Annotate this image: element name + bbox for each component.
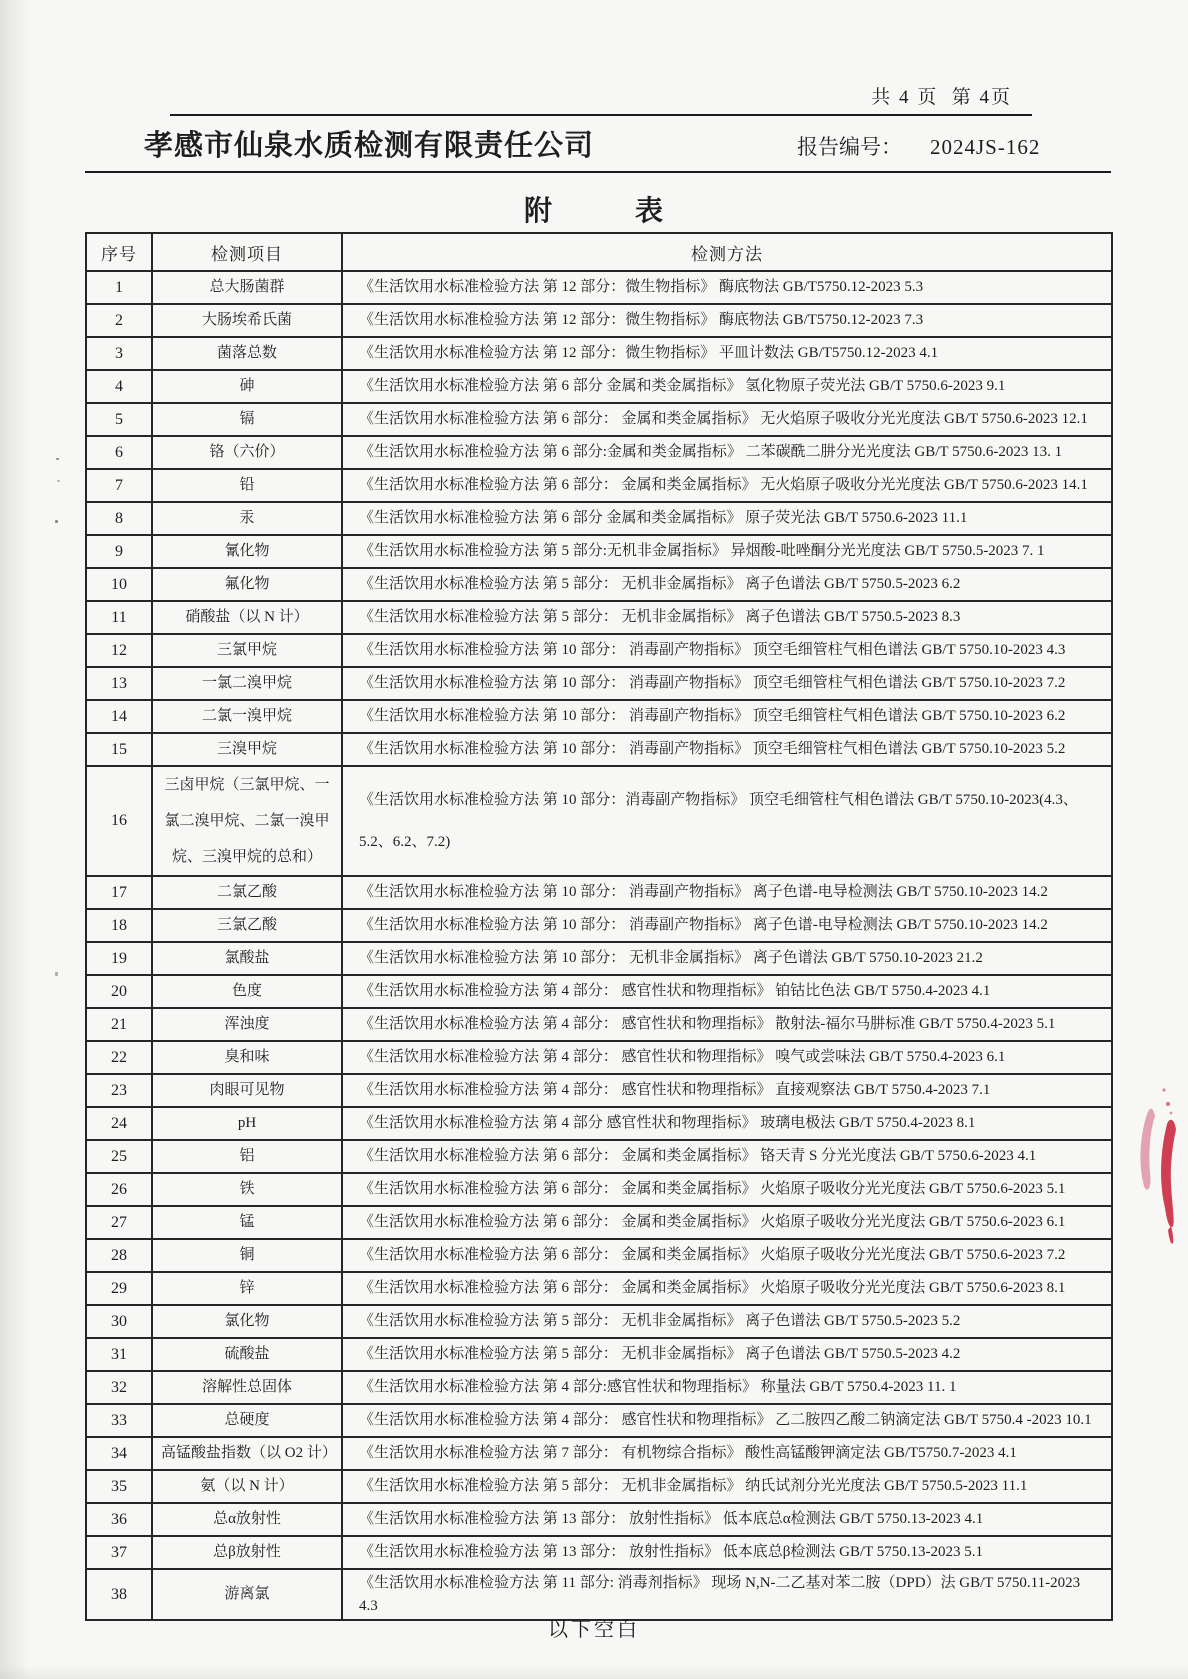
table-row xyxy=(86,942,1112,975)
page-number: 共 4 页 第 4页 xyxy=(871,87,1012,108)
scan-speck xyxy=(57,480,60,482)
method-cell: 《生活饮用水标准检验方法 第 4 部分： 感官性状和物理指标》 铂钴比色法 GB/T 5750.4-2023 4.1 xyxy=(342,975,1112,1008)
method-cell: 《生活饮用水标准检验方法 第 6 部分： 金属和类金属指标》 火焰原子吸收分光光度法 GB/T 5750.6-2023 6.1 xyxy=(342,1206,1112,1239)
item-cell: 肉眼可见物 xyxy=(152,1074,342,1107)
method-cell: 《生活饮用水标准检验方法 第 4 部分： 感官性状和物理指标》 乙二胺四乙酸二钠滴定法 GB/T 5750.4 -2023 10.1 xyxy=(342,1404,1112,1437)
method-cell: 《生活饮用水标准检验方法 第 4 部分： 感官性状和物理指标》 嗅气或尝味法 GB/T 5750.4-2023 6.1 xyxy=(342,1041,1112,1074)
scan-speck xyxy=(56,458,59,460)
row-number-cell: 26 xyxy=(86,1173,152,1206)
method-cell: 《生活饮用水标准检验方法 第 6 部分:金属和类金属指标》 二苯碳酰二肼分光光度法 GB/T 5750.6-2023 13. 1 xyxy=(342,436,1112,469)
table-row xyxy=(86,304,1112,337)
item-cell: 砷 xyxy=(152,370,342,403)
item-cell: 氯酸盐 xyxy=(152,942,342,975)
method-cell: 《生活饮用水标准检验方法 第 5 部分： 无机非金属指标》 离子色谱法 GB/T 5750.5-2023 6.2 xyxy=(342,568,1112,601)
method-cell: 《生活饮用水标准检验方法 第 5 部分： 无机非金属指标》 离子色谱法 GB/T 5750.5-2023 4.2 xyxy=(342,1338,1112,1371)
method-cell: 《生活饮用水标准检验方法 第 10 部分： 无机非金属指标》 离子色谱法 GB/T 5750.10-2023 21.2 xyxy=(342,942,1112,975)
row-number-cell: 34 xyxy=(86,1437,152,1470)
item-cell: 铅 xyxy=(152,469,342,502)
red-ink-smudge-light xyxy=(1140,1109,1155,1190)
method-cell: 《生活饮用水标准检验方法 第 10 部分： 消毒副产物指标》 顶空毛细管柱气相色谱法 GB/T 5750.10-2023 5.2 xyxy=(342,733,1112,766)
table-row xyxy=(86,601,1112,634)
table-row xyxy=(86,766,1112,876)
item-cell: 三溴甲烷 xyxy=(152,733,342,766)
table-row xyxy=(86,403,1112,436)
item-cell: 氟化物 xyxy=(152,568,342,601)
method-cell: 《生活饮用水标准检验方法 第 10 部分：消毒副产物指标》 顶空毛细管柱气相色谱法 GB/T 5750.10-2023(4.3、5.2、6.2、7.2) xyxy=(342,766,1112,876)
method-cell: 《生活饮用水标准检验方法 第 6 部分： 金属和类金属指标》 火焰原子吸收分光光度法 GB/T 5750.6-2023 7.2 xyxy=(342,1239,1112,1272)
row-number-cell: 7 xyxy=(86,469,152,502)
table-row xyxy=(86,1107,1112,1140)
item-cell: pH xyxy=(152,1107,342,1140)
report-number-value: 2024JS-162 xyxy=(930,135,1041,159)
red-ink-smudge xyxy=(1128,1080,1188,1255)
row-number-cell: 36 xyxy=(86,1503,152,1536)
method-cell: 《生活饮用水标准检验方法 第 12 部分：微生物指标》 酶底物法 GB/T5750.12-2023 7.3 xyxy=(342,304,1112,337)
row-number-cell: 32 xyxy=(86,1371,152,1404)
header-rule-bottom xyxy=(85,171,1111,173)
row-number-cell: 2 xyxy=(86,304,152,337)
method-cell: 《生活饮用水标准检验方法 第 12 部分：微生物指标》 平皿计数法 GB/T5750.12-2023 4.1 xyxy=(342,337,1112,370)
table-row xyxy=(86,271,1112,304)
table-row xyxy=(86,667,1112,700)
method-cell: 《生活饮用水标准检验方法 第 10 部分： 消毒副产物指标》 离子色谱-电导检测法 GB/T 5750.10-2023 14.2 xyxy=(342,909,1112,942)
row-number-cell: 38 xyxy=(86,1569,152,1620)
row-number-cell: 5 xyxy=(86,403,152,436)
method-cell: 《生活饮用水标准检验方法 第 4 部分： 感官性状和物理指标》 直接观察法 GB/T 5750.4-2023 7.1 xyxy=(342,1074,1112,1107)
item-cell: 溶解性总固体 xyxy=(152,1371,342,1404)
page-title-right: 表 xyxy=(635,196,665,227)
method-cell: 《生活饮用水标准检验方法 第 4 部分 感官性状和物理指标》 玻璃电极法 GB/T 5750.4-2023 8.1 xyxy=(342,1107,1112,1140)
item-cell: 总大肠菌群 xyxy=(152,271,342,304)
table-row xyxy=(86,700,1112,733)
method-cell: 《生活饮用水标准检验方法 第 6 部分： 金属和类金属指标》 火焰原子吸收分光光度法 GB/T 5750.6-2023 5.1 xyxy=(342,1173,1112,1206)
table-row xyxy=(86,876,1112,909)
table-row xyxy=(86,1173,1112,1206)
row-number-cell: 35 xyxy=(86,1470,152,1503)
item-cell: 三氯乙酸 xyxy=(152,909,342,942)
method-cell: 《生活饮用水标准检验方法 第 10 部分： 消毒副产物指标》 顶空毛细管柱气相色谱法 GB/T 5750.10-2023 6.2 xyxy=(342,700,1112,733)
table-row xyxy=(86,1305,1112,1338)
row-number-cell: 16 xyxy=(86,766,152,876)
row-number-cell: 19 xyxy=(86,942,152,975)
row-number-cell: 31 xyxy=(86,1338,152,1371)
row-number-cell: 37 xyxy=(86,1536,152,1569)
row-number-cell: 12 xyxy=(86,634,152,667)
table-row xyxy=(86,1041,1112,1074)
table-row xyxy=(86,1008,1112,1041)
item-cell: 氯化物 xyxy=(152,1305,342,1338)
item-cell: 铬（六价） xyxy=(152,436,342,469)
company-name: 孝感市仙泉水质检测有限责任公司 xyxy=(144,130,595,162)
table-row xyxy=(86,1404,1112,1437)
row-number-cell: 22 xyxy=(86,1041,152,1074)
table-row xyxy=(86,502,1112,535)
column-header-method: 检测方法 xyxy=(342,233,1112,271)
table-row xyxy=(86,1371,1112,1404)
table-row xyxy=(86,436,1112,469)
item-cell: 总α放射性 xyxy=(152,1503,342,1536)
item-cell: 铁 xyxy=(152,1173,342,1206)
method-cell: 《生活饮用水标准检验方法 第 6 部分 金属和类金属指标》 氢化物原子荧光法 GB/T 5750.6-2023 9.1 xyxy=(342,370,1112,403)
row-number-cell: 21 xyxy=(86,1008,152,1041)
item-cell: 大肠埃希氏菌 xyxy=(152,304,342,337)
item-cell: 三卤甲烷（三氯甲烷、一氯二溴甲烷、二氯一溴甲烷、三溴甲烷的总和） xyxy=(152,766,342,876)
report-number-label: 报告编号： xyxy=(797,135,902,159)
table-row xyxy=(86,337,1112,370)
item-cell: 汞 xyxy=(152,502,342,535)
table-row xyxy=(86,1536,1112,1569)
item-cell: 氰化物 xyxy=(152,535,342,568)
row-number-cell: 13 xyxy=(86,667,152,700)
red-ink-smudge-strong xyxy=(1161,1120,1176,1244)
row-number-cell: 25 xyxy=(86,1140,152,1173)
table-row xyxy=(86,1239,1112,1272)
item-cell: 硫酸盐 xyxy=(152,1338,342,1371)
item-cell: 一氯二溴甲烷 xyxy=(152,667,342,700)
method-cell: 《生活饮用水标准检验方法 第 6 部分： 金属和类金属指标》 无火焰原子吸收分光光度法 GB/T 5750.6-2023 12.1 xyxy=(342,403,1112,436)
method-cell: 《生活饮用水标准检验方法 第 11 部分: 消毒剂指标》 现场 N,N-二乙基对苯二胺（DPD）法 GB/T 5750.11-2023 4.3 xyxy=(342,1569,1112,1620)
method-cell: 《生活饮用水标准检验方法 第 6 部分： 金属和类金属指标》 火焰原子吸收分光光度法 GB/T 5750.6-2023 8.1 xyxy=(342,1272,1112,1305)
table-row xyxy=(86,1437,1112,1470)
row-number-cell: 23 xyxy=(86,1074,152,1107)
footer-note: 以下空白 xyxy=(548,1619,640,1641)
table-row xyxy=(86,1338,1112,1371)
item-cell: 铝 xyxy=(152,1140,342,1173)
header-rule-top xyxy=(170,114,1032,116)
row-number-cell: 30 xyxy=(86,1305,152,1338)
item-cell: 氨（以 N 计） xyxy=(152,1470,342,1503)
row-number-cell: 17 xyxy=(86,876,152,909)
row-number-cell: 27 xyxy=(86,1206,152,1239)
row-number-cell: 18 xyxy=(86,909,152,942)
method-cell: 《生活饮用水标准检验方法 第 5 部分： 无机非金属指标》 离子色谱法 GB/T 5750.5-2023 5.2 xyxy=(342,1305,1112,1338)
item-cell: 游离氯 xyxy=(152,1569,342,1620)
row-number-cell: 11 xyxy=(86,601,152,634)
method-cell: 《生活饮用水标准检验方法 第 13 部分： 放射性指标》 低本底总α检测法 GB/T 5750.13-2023 4.1 xyxy=(342,1503,1112,1536)
method-cell: 《生活饮用水标准检验方法 第 4 部分： 感官性状和物理指标》 散射法-福尔马肼标准 GB/T 5750.4-2023 5.1 xyxy=(342,1008,1112,1041)
row-number-cell: 20 xyxy=(86,975,152,1008)
item-cell: 浑浊度 xyxy=(152,1008,342,1041)
table-row xyxy=(86,975,1112,1008)
item-cell: 锰 xyxy=(152,1206,342,1239)
page-title-left: 附 xyxy=(523,196,553,227)
row-number-cell: 29 xyxy=(86,1272,152,1305)
method-cell: 《生活饮用水标准检验方法 第 5 部分:无机非金属指标》 异烟酸-吡唑酮分光光度法 GB/T 5750.5-2023 7. 1 xyxy=(342,535,1112,568)
item-cell: 硝酸盐（以 N 计） xyxy=(152,601,342,634)
report-number xyxy=(797,131,1040,161)
table-row xyxy=(86,909,1112,942)
row-number-cell: 3 xyxy=(86,337,152,370)
item-cell: 总β放射性 xyxy=(152,1536,342,1569)
row-number-cell: 28 xyxy=(86,1239,152,1272)
row-number-cell: 15 xyxy=(86,733,152,766)
table-header-row xyxy=(86,233,1112,271)
item-cell: 臭和味 xyxy=(152,1041,342,1074)
item-cell: 色度 xyxy=(152,975,342,1008)
item-cell: 总硬度 xyxy=(152,1404,342,1437)
row-number-cell: 8 xyxy=(86,502,152,535)
column-header-item: 检测项目 xyxy=(152,233,342,271)
table-row xyxy=(86,469,1112,502)
row-number-cell: 6 xyxy=(86,436,152,469)
item-cell: 二氯乙酸 xyxy=(152,876,342,909)
row-number-cell: 9 xyxy=(86,535,152,568)
row-number-cell: 4 xyxy=(86,370,152,403)
item-cell: 镉 xyxy=(152,403,342,436)
column-header-no: 序号 xyxy=(86,233,152,271)
page-title xyxy=(0,189,1188,229)
scan-speck xyxy=(55,520,58,523)
table-row xyxy=(86,1470,1112,1503)
table-row xyxy=(86,535,1112,568)
method-cell: 《生活饮用水标准检验方法 第 10 部分： 消毒副产物指标》 顶空毛细管柱气相色谱法 GB/T 5750.10-2023 7.2 xyxy=(342,667,1112,700)
row-number-cell: 1 xyxy=(86,271,152,304)
table-row xyxy=(86,1206,1112,1239)
item-cell: 铜 xyxy=(152,1239,342,1272)
table-row xyxy=(86,1074,1112,1107)
methods-table xyxy=(85,232,1113,1621)
method-cell: 《生活饮用水标准检验方法 第 12 部分：微生物指标》 酶底物法 GB/T5750.12-2023 5.3 xyxy=(342,271,1112,304)
method-cell: 《生活饮用水标准检验方法 第 4 部分:感官性状和物理指标》 称量法 GB/T 5750.4-2023 11. 1 xyxy=(342,1371,1112,1404)
scan-speck xyxy=(55,972,58,976)
method-cell: 《生活饮用水标准检验方法 第 6 部分 金属和类金属指标》 原子荧光法 GB/T 5750.6-2023 11.1 xyxy=(342,502,1112,535)
item-cell: 三氯甲烷 xyxy=(152,634,342,667)
method-cell: 《生活饮用水标准检验方法 第 13 部分： 放射性指标》 低本底总β检测法 GB/T 5750.13-2023 5.1 xyxy=(342,1536,1112,1569)
method-cell: 《生活饮用水标准检验方法 第 5 部分： 无机非金属指标》 离子色谱法 GB/T 5750.5-2023 8.3 xyxy=(342,601,1112,634)
method-cell: 《生活饮用水标准检验方法 第 6 部分： 金属和类金属指标》 无火焰原子吸收分光光度法 GB/T 5750.6-2023 14.1 xyxy=(342,469,1112,502)
item-cell: 锌 xyxy=(152,1272,342,1305)
method-cell: 《生活饮用水标准检验方法 第 6 部分： 金属和类金属指标》 铬天青 S 分光光度法 GB/T 5750.6-2023 4.1 xyxy=(342,1140,1112,1173)
table-row xyxy=(86,568,1112,601)
item-cell: 菌落总数 xyxy=(152,337,342,370)
item-cell: 二氯一溴甲烷 xyxy=(152,700,342,733)
row-number-cell: 24 xyxy=(86,1107,152,1140)
method-cell: 《生活饮用水标准检验方法 第 5 部分： 无机非金属指标》 纳氏试剂分光光度法 GB/T 5750.5-2023 11.1 xyxy=(342,1470,1112,1503)
table-row xyxy=(86,1503,1112,1536)
row-number-cell: 33 xyxy=(86,1404,152,1437)
row-number-cell: 10 xyxy=(86,568,152,601)
table-row xyxy=(86,1272,1112,1305)
item-cell: 高锰酸盐指数（以 O2 计） xyxy=(152,1437,342,1470)
method-cell: 《生活饮用水标准检验方法 第 7 部分： 有机物综合指标》 酸性高锰酸钾滴定法 GB/T5750.7-2023 4.1 xyxy=(342,1437,1112,1470)
method-cell: 《生活饮用水标准检验方法 第 10 部分： 消毒副产物指标》 离子色谱-电导检测法 GB/T 5750.10-2023 14.2 xyxy=(342,876,1112,909)
row-number-cell: 14 xyxy=(86,700,152,733)
table-row xyxy=(86,634,1112,667)
table-row xyxy=(86,1140,1112,1173)
table-row xyxy=(86,370,1112,403)
table-body xyxy=(86,271,1112,1620)
method-cell: 《生活饮用水标准检验方法 第 10 部分： 消毒副产物指标》 顶空毛细管柱气相色谱法 GB/T 5750.10-2023 4.3 xyxy=(342,634,1112,667)
table-row xyxy=(86,733,1112,766)
